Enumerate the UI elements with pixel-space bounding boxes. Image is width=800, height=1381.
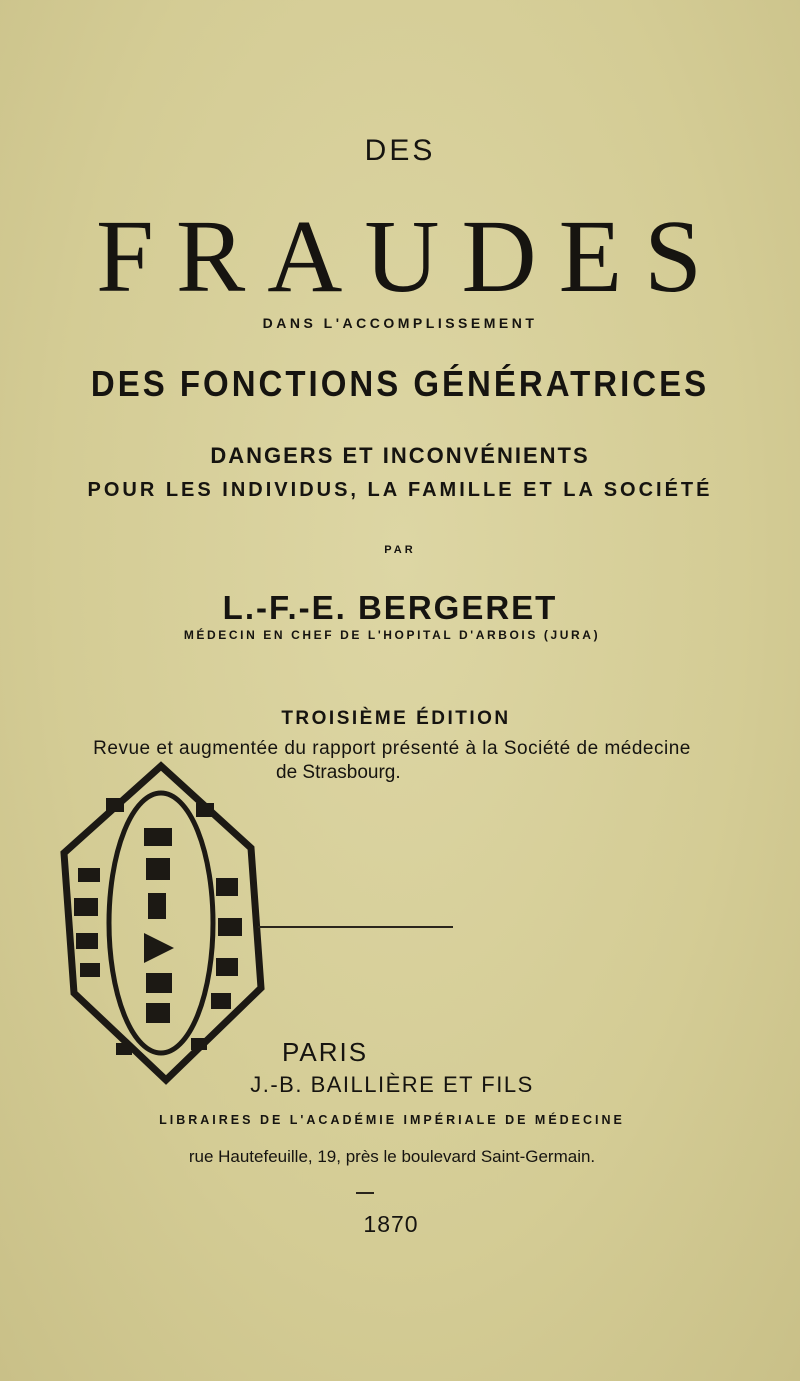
subtitle-pour: POUR LES INDIVIDUS, LA FAMILLE ET LA SOCIÉTÉ	[87, 479, 713, 501]
subtitle-fonctions: DES FONCTIONS GÉNÉRATRICES	[90, 363, 710, 404]
publisher-name: J.-B. BAILLIÈRE ET FILS	[250, 1072, 534, 1097]
separator-rule	[258, 926, 453, 928]
divider-dash	[356, 1192, 374, 1194]
revision-note: Revue et augmentée du rapport présenté à la Société de médecine	[93, 738, 691, 759]
publisher-address: rue Hautefeuille, 19, près le boulevard Saint-Germain.	[188, 1147, 596, 1166]
by-label: PAR	[384, 544, 416, 556]
heading-des: DES	[364, 134, 436, 167]
subtitle-dangers: DANGERS ET INCONVÉNIENTS	[210, 443, 590, 468]
author-title: MÉDECIN EN CHEF DE L'HOPITAL D'ARBOIS (JURA)	[183, 628, 601, 642]
main-title: FRAUDES	[96, 199, 724, 314]
subtitle-dans: DANS L'ACCOMPLISSEMENT	[262, 315, 538, 331]
library-stamp-icon	[56, 758, 266, 1092]
publication-year: 1870	[363, 1211, 419, 1237]
publisher-title: LIBRAIRES DE L'ACADÉMIE IMPÉRIALE DE MÉDECINE	[159, 1113, 625, 1127]
revision-note-line2: de Strasbourg.	[276, 762, 401, 783]
city-label: PARIS	[282, 1037, 369, 1067]
edition-label: TROISIÈME ÉDITION	[281, 708, 511, 729]
author-name: L.-F.-E. BERGERET	[222, 589, 558, 626]
